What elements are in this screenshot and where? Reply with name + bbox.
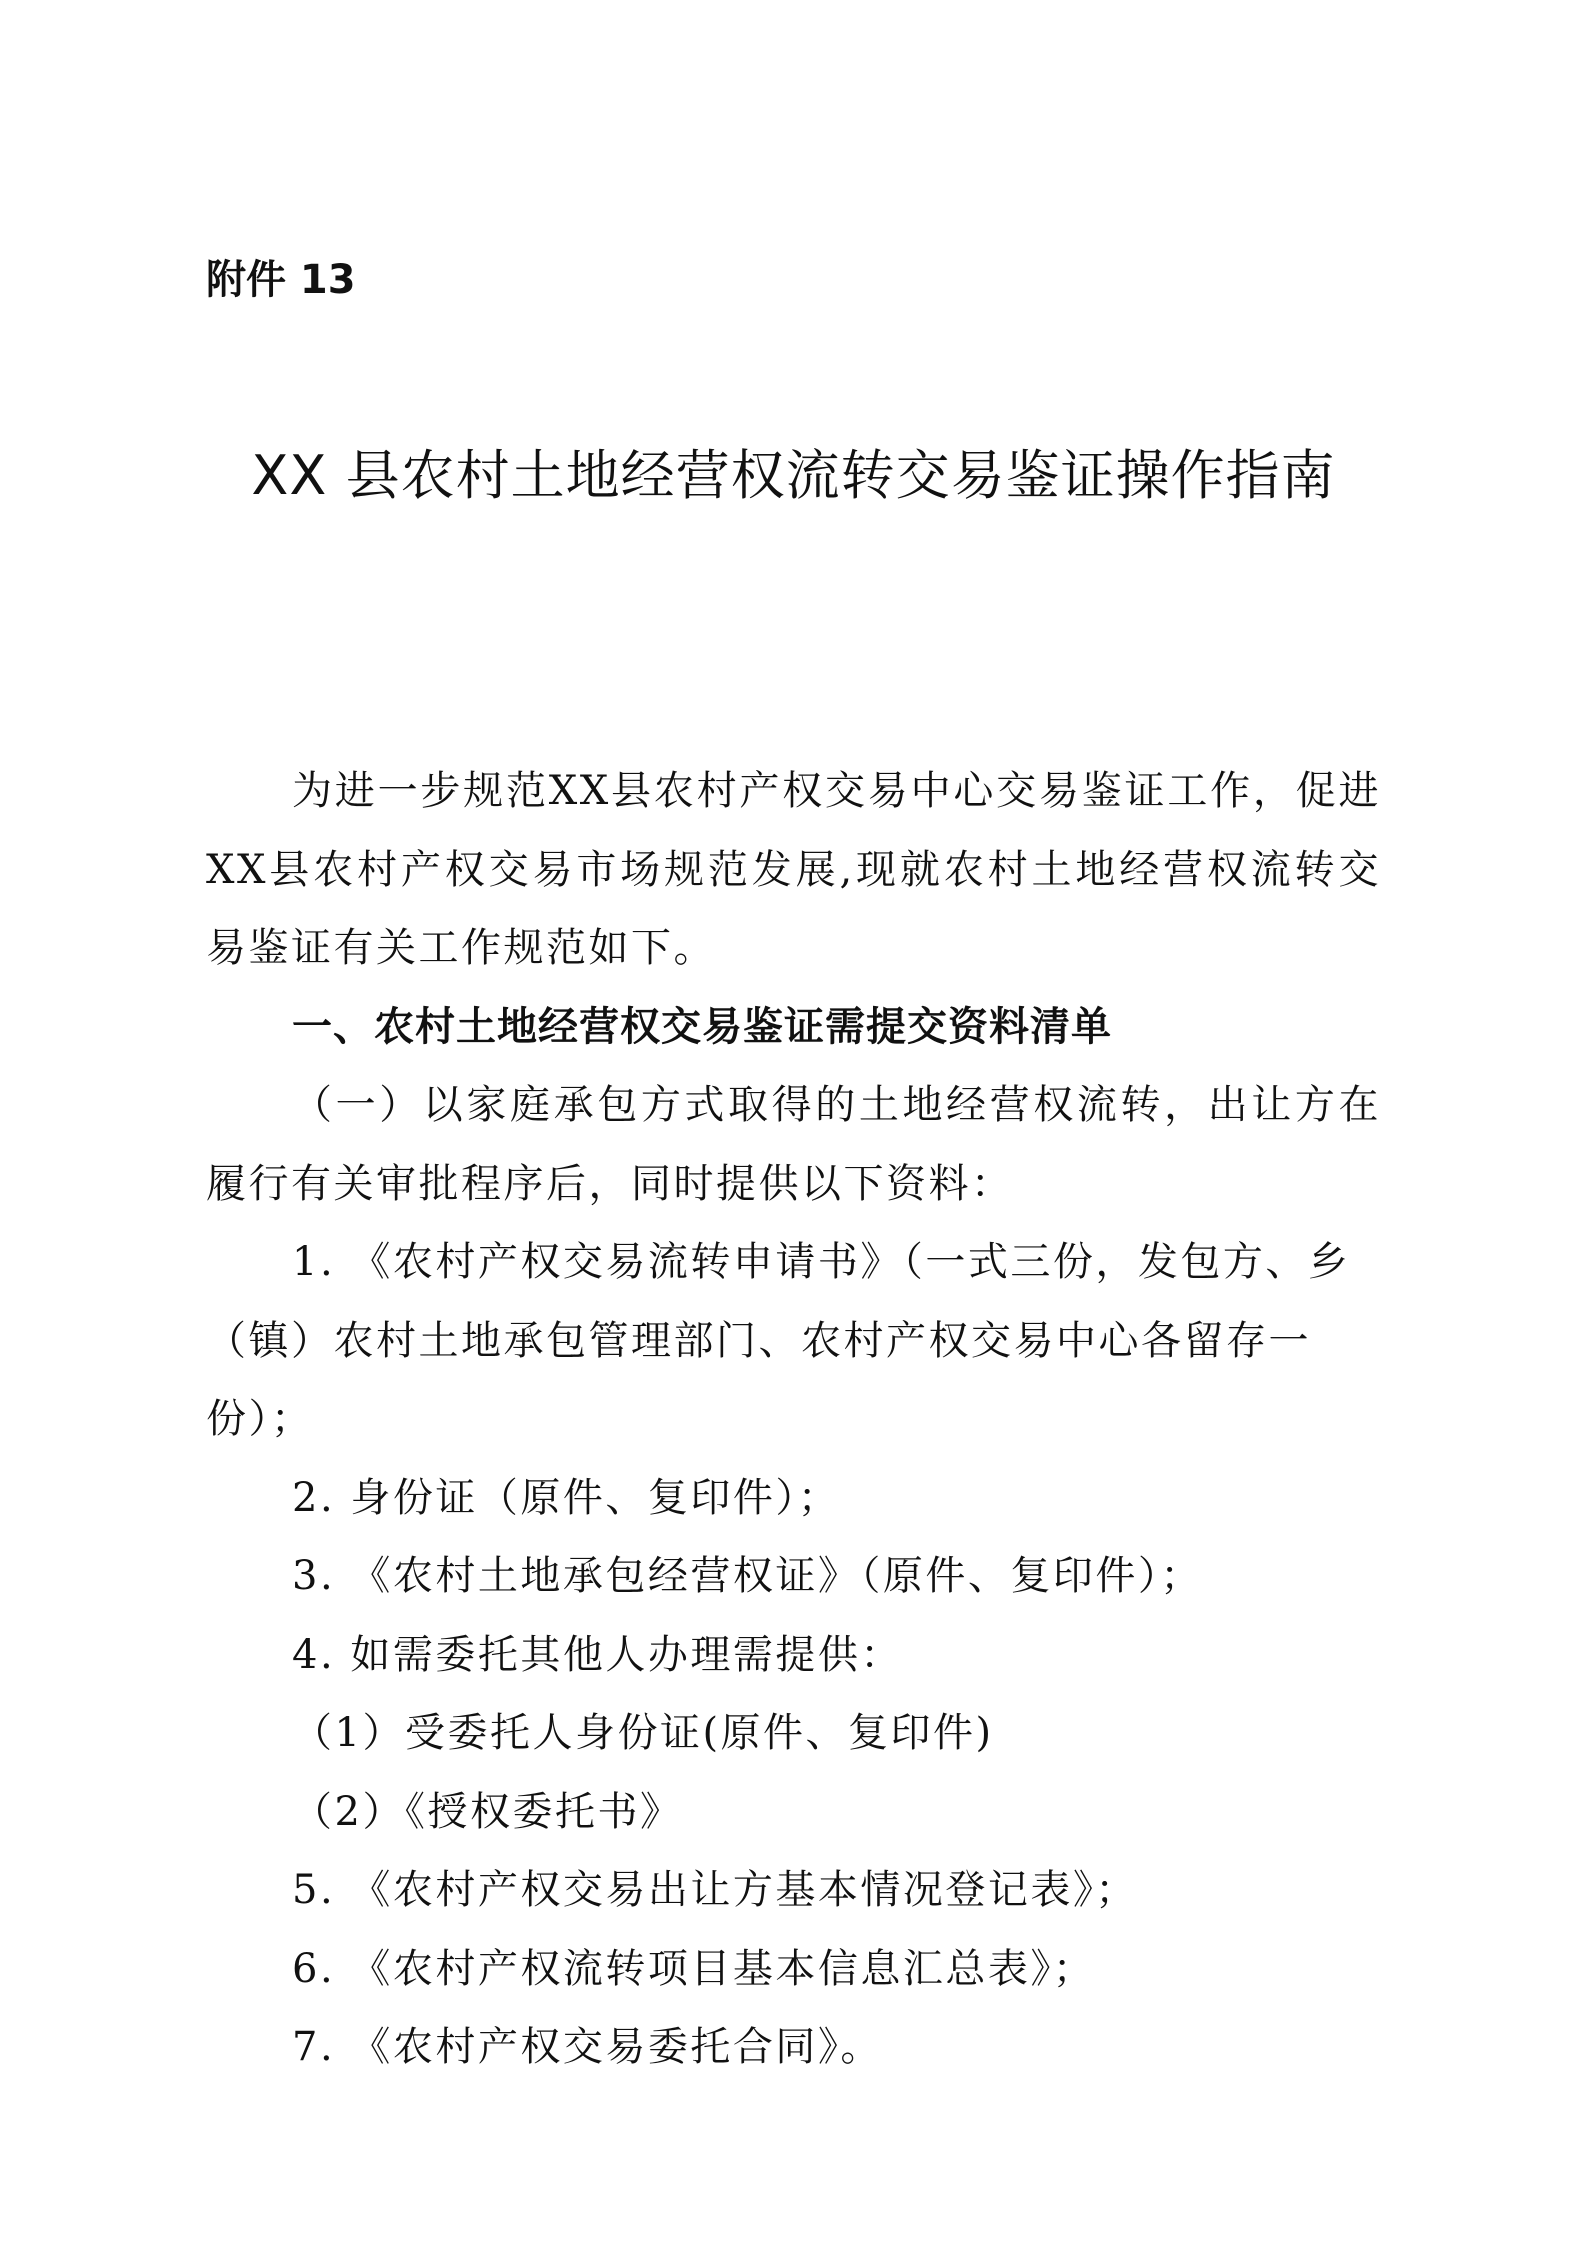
section-heading: 一、农村土地经营权交易鉴证需提交资料清单 [292,1003,1112,1050]
attachment-label: 附件 13 [206,257,356,303]
list-item: 3. 《农村土地承包经营权证》（原件、复印件）； [292,1553,1203,1599]
list-item: 1. 《农村产权交易流转申请书》（一式三份，发包方、乡（镇）农村土地承包管理部门、农村产权交易中心各留存一份）； [206,1239,1351,1442]
sub-list-item: （1）受委托人身份证(原件、复印件) [292,1710,994,1756]
document-title: XX 县农村土地经营权流转交易鉴证操作指南 [251,444,1336,507]
intro-paragraph: 为进一步规范XX县农村产权交易中心交易鉴证工作，促进XX县农村产权交易市场规范发展,现就农村土地经营权流转交易鉴证有关工作规范如下。 [206,768,1381,971]
list-item: 7. 《农村产权交易委托合同》。 [292,2024,883,2070]
list-item: 4. 如需委托其他人办理需提供： [292,1631,903,1678]
list-item: 2. 身份证（原件、复印件）； [292,1474,841,1521]
list-item: 6. 《农村产权流转项目基本信息汇总表》； [292,1945,1096,1992]
document-body [206,752,1381,2087]
sub-list-item: （2）《授权委托书》 [292,1788,683,1835]
subsection-paragraph: （一）以家庭承包方式取得的土地经营权流转，出让方在履行有关审批程序后，同时提供以下资料： [206,1082,1381,1207]
list-item: 5. 《农村产权交易出让方基本情况登记表》； [292,1867,1138,1913]
